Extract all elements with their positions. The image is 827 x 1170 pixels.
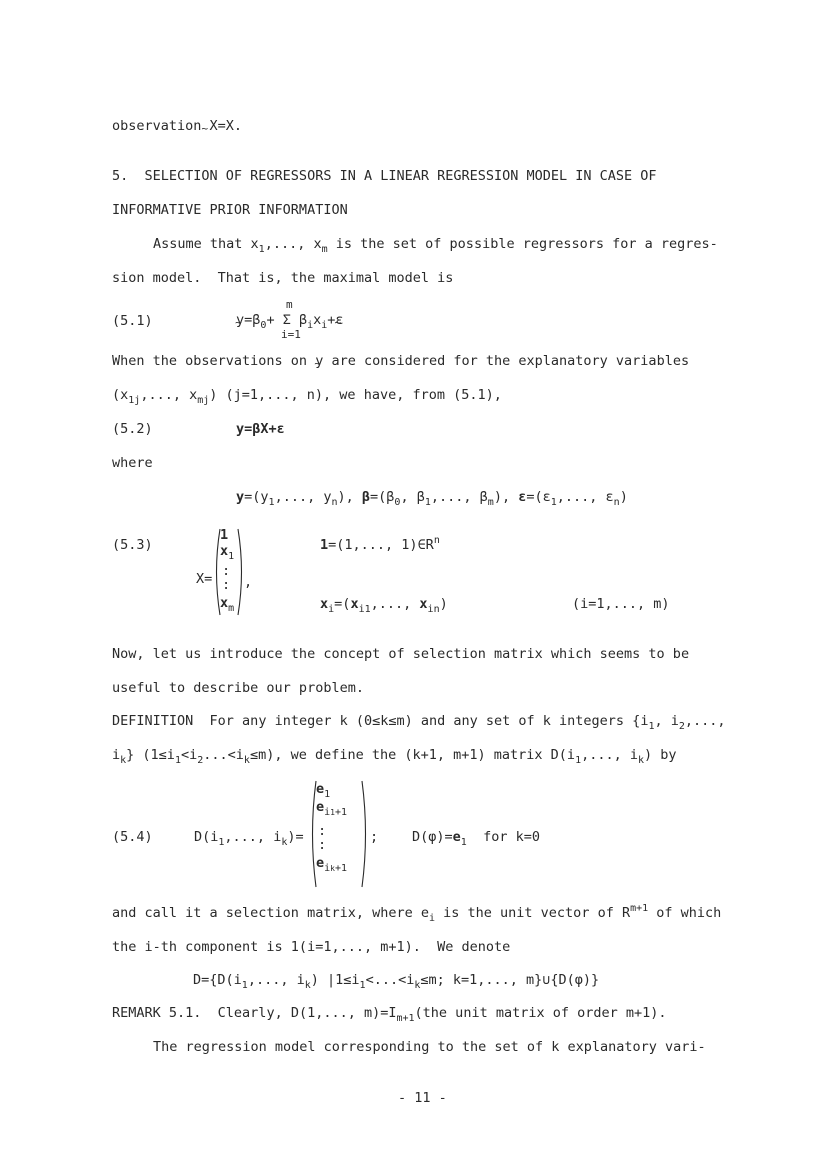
eq-5-1-sum-top: m [286, 298, 293, 311]
eq-label-5-4: (5.4) [112, 829, 153, 845]
eq-label-5-3: (5.3) [112, 537, 153, 553]
definition-line-2: $i_k$} $(1\le i_1<i_2...<i_k\le m)$, we define the (k+1, m+1) matrix $D(i_1$,..., $i_k$) by [112, 747, 677, 766]
matrix-x-lhs: X= [196, 571, 213, 587]
regression-line: The regression model corresponding to the set of k explanatory vari- [153, 1039, 706, 1055]
assume-line: Assume that $x_1$,..., $x_m$ is the set of possible regressors for a regres- [153, 236, 718, 255]
call-line: and call it a selection matrix, where $e_i$ is the unit vector of $R^{m+1}$ of which [112, 903, 722, 924]
ones-vector: 1=(1,..., $1)\in R^n$ [320, 535, 440, 553]
eq-5-1-sum-bottom: i=1 [281, 328, 301, 341]
set-d-definition: $D=\{D(i_1$,..., $i_k$) $|1\le i_1<...<i_k\le m$; k=1,..., m}∪{D(φ)} [193, 972, 600, 991]
definition-line: DEFINITION For any integer k (0≤k≤m) and any set of k integers {$i_1$, $i_2$,..., [112, 713, 726, 732]
eq-label-5-2: (5.2) [112, 421, 153, 437]
when-observations-line: When the observations on y are considered for the explanatory variables [112, 353, 690, 369]
equation-5-1: $y=\beta_0+ \Sigma$ $\beta_ix_i+\varepsilon$ [236, 312, 344, 331]
eq-5-4-empty-case: $D(\varphi)=e_1$ for k=0 [412, 829, 540, 848]
equation-5-2: y=βX+ε [236, 421, 285, 437]
now-line: Now, let us introduce the concept of selection matrix which seems to be [112, 646, 690, 662]
sion-model-line: sion model. That is, the maximal model is [112, 270, 454, 286]
xj-line: ($x_{1j}$,..., $x_{mj}$) (j=1,..., n), we have, from (5.1), [112, 387, 502, 406]
eq-5-4-lhs: $D(i_1$,..., $i_k)=$ [194, 829, 304, 848]
matrix-x-right-paren [236, 528, 246, 616]
remark-line: REMARK 5.1. Clearly, D(1,..., $m)=I_{m+1}(the$ unit matrix of order m+1). [112, 1005, 667, 1024]
section-heading-cont: INFORMATIVE PRIOR INFORMATION [112, 202, 348, 218]
xi-vector: $x_i=(x_{i1}$,..., $x_{in}$) [320, 596, 448, 615]
matrix-x-comma: , [244, 574, 253, 590]
observation-line: observation X=X. [112, 118, 243, 134]
where-label: where [112, 455, 153, 471]
matrix-d-right-paren [360, 780, 370, 888]
ith-component-line: the i-th component is 1(i=1,..., m+1). We denote [112, 939, 511, 955]
useful-line: useful to describe our problem. [112, 680, 364, 696]
eq-label-5-1: (5.1) [112, 313, 153, 329]
eq-5-4-semicolon: ; [370, 829, 379, 845]
vectors-definition: $y=(y_1$,..., $y_n$), $\beta=(\beta_0$, $\beta_1$,..., $\beta_m$), $\varepsilon=(\varepsilon_1$,..., $\varepsilon_n$) [236, 489, 628, 508]
page-number: - 11 - [398, 1090, 447, 1106]
section-heading: 5. SELECTION OF REGRESSORS IN A LINEAR REGRESSION MODEL IN CASE OF [112, 168, 657, 184]
xi-index-range: (i=1,..., m) [572, 596, 670, 612]
